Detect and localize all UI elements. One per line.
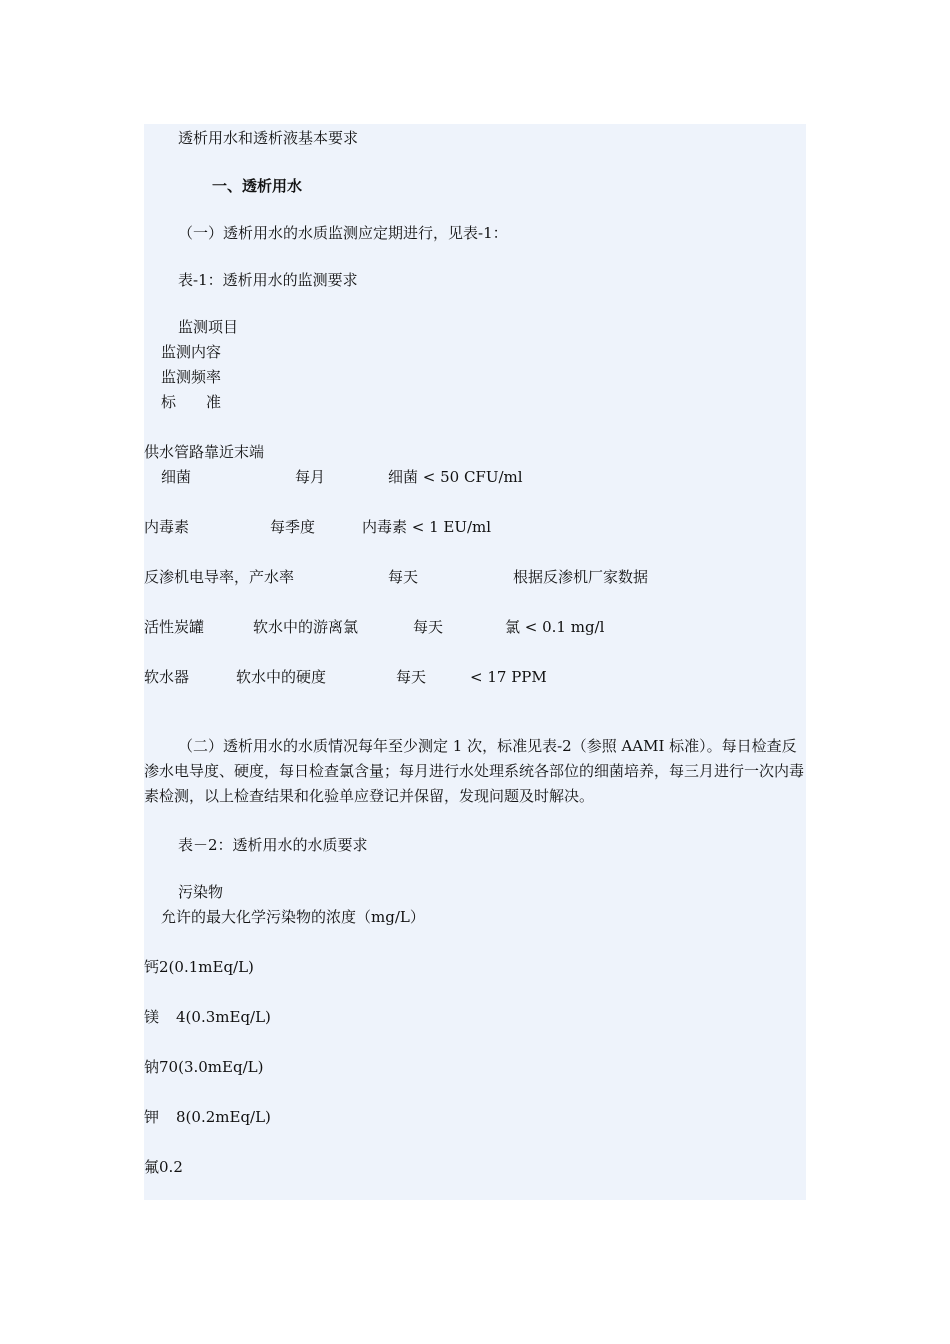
table2-header: 允许的最大化学污染物的浓度（mg/L） [161, 908, 425, 926]
table2-row [144, 957, 254, 977]
table2-row [144, 1007, 271, 1027]
table1-header: 标 准 [161, 393, 222, 411]
subsection-2-paragraph: （二）透析用水的水质情况每年至少测定 1 次，标准见表-2（参照 AAMI 标准）。每日检查反渗水电导度、硬度，每日检查氯含量；每月进行水处理系统各部位的细菌培养，每三月进行一次内毒素检测，以上检查结果和化验单应登记并保留，发现问题及时解决。 [144, 737, 805, 805]
table2-name: 氟 [144, 1158, 160, 1176]
table1-caption: 表-1：透析用水的监测要求 [178, 271, 358, 289]
table2-value: 0.2 [159, 1158, 183, 1176]
table1-cell: 每天 [413, 618, 444, 636]
table1-cell: 内毒素 [144, 518, 190, 536]
table1-cell: 活性炭罐 [144, 618, 205, 636]
table1-cell: 每月 [295, 468, 326, 486]
table1-cell: 反渗机电导率，产水率 [144, 568, 295, 586]
table2-value: 4(0.3mEq/L) [176, 1008, 271, 1026]
table1-cell: < 17 PPM [470, 668, 547, 686]
table2-name: 钠 [144, 1058, 160, 1076]
table2-header: 污染物 [178, 883, 224, 901]
table2-name: 镁 [144, 1008, 160, 1026]
table1-cell: 氯 < 0.1 mg/l [505, 618, 605, 636]
table1-cell: 细菌 < 50 CFU/ml [388, 468, 523, 486]
doc-title: 透析用水和透析液基本要求 [178, 129, 359, 147]
table1-header: 监测项目 [178, 318, 239, 336]
table2-caption: 表－2：透析用水的水质要求 [178, 836, 368, 854]
table1-cell: 软水中的硬度 [236, 668, 327, 686]
table1-cell: 根据反渗机厂家数据 [513, 568, 649, 586]
table1-cell: 细菌 [161, 468, 192, 486]
table1-header: 监测频率 [161, 368, 222, 386]
table2-row [144, 1157, 183, 1177]
table2-name: 钙 [144, 958, 160, 976]
table1-header: 监测内容 [161, 343, 222, 361]
table1-cell: 供水管路靠近末端 [144, 443, 265, 461]
table1-cell: 每季度 [270, 518, 316, 536]
table1-cell: 内毒素 < 1 EU/ml [362, 518, 492, 536]
section-heading: 一、透析用水 [212, 177, 303, 195]
table1-cell: 每天 [396, 668, 427, 686]
table2-value: 70(3.0mEq/L) [159, 1058, 264, 1076]
table2-row [144, 1107, 271, 1127]
table2-row [144, 1057, 263, 1077]
table2-name: 钾 [144, 1108, 160, 1126]
table2-value: 2(0.1mEq/L) [159, 958, 254, 976]
subsection-1: （一）透析用水的水质监测应定期进行，见表-1： [178, 224, 508, 242]
table1-cell: 软水中的游离氯 [253, 618, 359, 636]
table1-cell: 软水器 [144, 668, 190, 686]
table1-cell: 每天 [388, 568, 419, 586]
table2-value: 8(0.2mEq/L) [176, 1108, 271, 1126]
